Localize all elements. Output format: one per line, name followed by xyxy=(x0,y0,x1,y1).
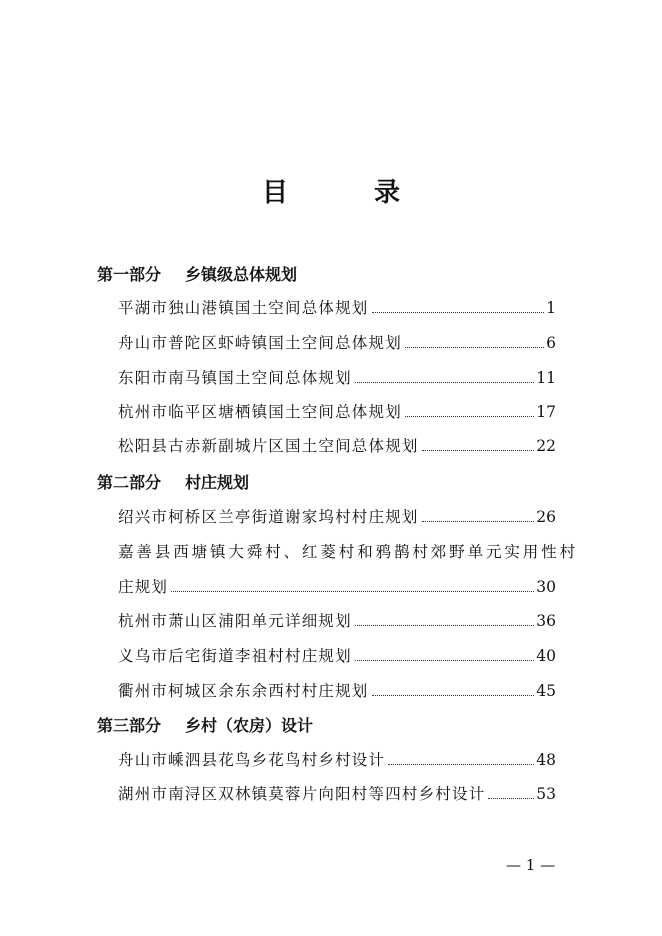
toc-entry[interactable] xyxy=(118,644,556,666)
toc-entry-page: 26 xyxy=(536,508,556,526)
toc-entry[interactable] xyxy=(118,679,556,701)
toc-entry[interactable] xyxy=(118,782,556,804)
toc-entry[interactable] xyxy=(118,434,556,456)
toc-entry[interactable] xyxy=(118,609,556,631)
toc-entry-title: 舟山市普陀区虾峙镇国土空间总体规划 xyxy=(118,334,402,352)
toc-entry[interactable] xyxy=(118,366,556,388)
toc-entry-title: 松阳县古赤新副城片区国土空间总体规划 xyxy=(118,437,419,455)
toc-entry-page: 45 xyxy=(536,682,556,700)
toc-entry[interactable] xyxy=(118,575,556,597)
toc-entry-title: 平湖市独山港镇国土空间总体规划 xyxy=(118,299,369,317)
page-number: — 1 — xyxy=(506,856,556,874)
leader-dots xyxy=(488,798,534,799)
section-title: 乡村（农房）设计 xyxy=(185,716,314,735)
section-label: 第二部分 xyxy=(97,473,162,492)
leader-dots xyxy=(388,764,534,765)
leader-dots xyxy=(171,591,534,592)
leader-dots xyxy=(372,695,535,696)
toc-entry[interactable] xyxy=(118,400,556,422)
toc-entry[interactable] xyxy=(118,748,556,770)
section-label: 第三部分 xyxy=(97,716,162,735)
toc-entry-title: 衢州市柯城区余东余西村村庄规划 xyxy=(118,682,369,700)
toc-entry-page: 17 xyxy=(536,403,556,421)
leader-dots xyxy=(372,312,545,313)
section-heading-1 xyxy=(97,262,297,285)
toc-entry-page: 40 xyxy=(536,647,556,665)
section-heading-2 xyxy=(97,470,249,493)
section-title: 村庄规划 xyxy=(185,473,250,492)
toc-entry-title: 东阳市南马镇国土空间总体规划 xyxy=(118,369,352,387)
toc-entry-page: 36 xyxy=(536,612,556,630)
toc-entry-title: 杭州市临平区塘栖镇国土空间总体规划 xyxy=(118,403,402,421)
toc-entry[interactable] xyxy=(118,331,556,353)
leader-dots xyxy=(355,660,534,661)
toc-entry-page: 22 xyxy=(536,437,556,455)
toc-entry-page: 1 xyxy=(546,299,556,317)
toc-entry-title: 湖州市南浔区双林镇莫蓉片向阳村等四村乡村设计 xyxy=(118,785,486,803)
toc-entry-title: 绍兴市柯桥区兰亭街道谢家坞村村庄规划 xyxy=(118,508,419,526)
leader-dots xyxy=(422,450,535,451)
toc-entry[interactable] xyxy=(118,296,556,318)
toc-entry-title: 杭州市萧山区浦阳单元详细规划 xyxy=(118,612,352,630)
toc-entry-title-line1[interactable]: 嘉善县西塘镇大舜村、红菱村和鸦鹊村郊野单元实用性村 xyxy=(118,543,579,561)
toc-entry-title: 义乌市后宅街道李祖村村庄规划 xyxy=(118,647,352,665)
section-label: 第一部分 xyxy=(97,265,162,284)
toc-entry-page: 6 xyxy=(546,334,556,352)
leader-dots xyxy=(422,521,535,522)
leader-dots xyxy=(405,347,544,348)
toc-entry-page: 53 xyxy=(536,785,556,803)
toc-entry-page: 11 xyxy=(536,369,556,387)
toc-entry[interactable] xyxy=(118,505,556,527)
section-heading-3 xyxy=(97,713,313,736)
toc-entry-page: 30 xyxy=(536,578,556,596)
toc-entry-title: 庄规划 xyxy=(118,578,169,596)
leader-dots xyxy=(405,416,534,417)
toc-entry-title: 舟山市嵊泗县花鸟乡花鸟村乡村设计 xyxy=(118,751,386,769)
leader-dots xyxy=(355,382,534,383)
page-title: 目 录 xyxy=(261,178,430,208)
leader-dots xyxy=(355,625,534,626)
toc-entry-page: 48 xyxy=(536,751,556,769)
section-title: 乡镇级总体规划 xyxy=(185,265,298,284)
